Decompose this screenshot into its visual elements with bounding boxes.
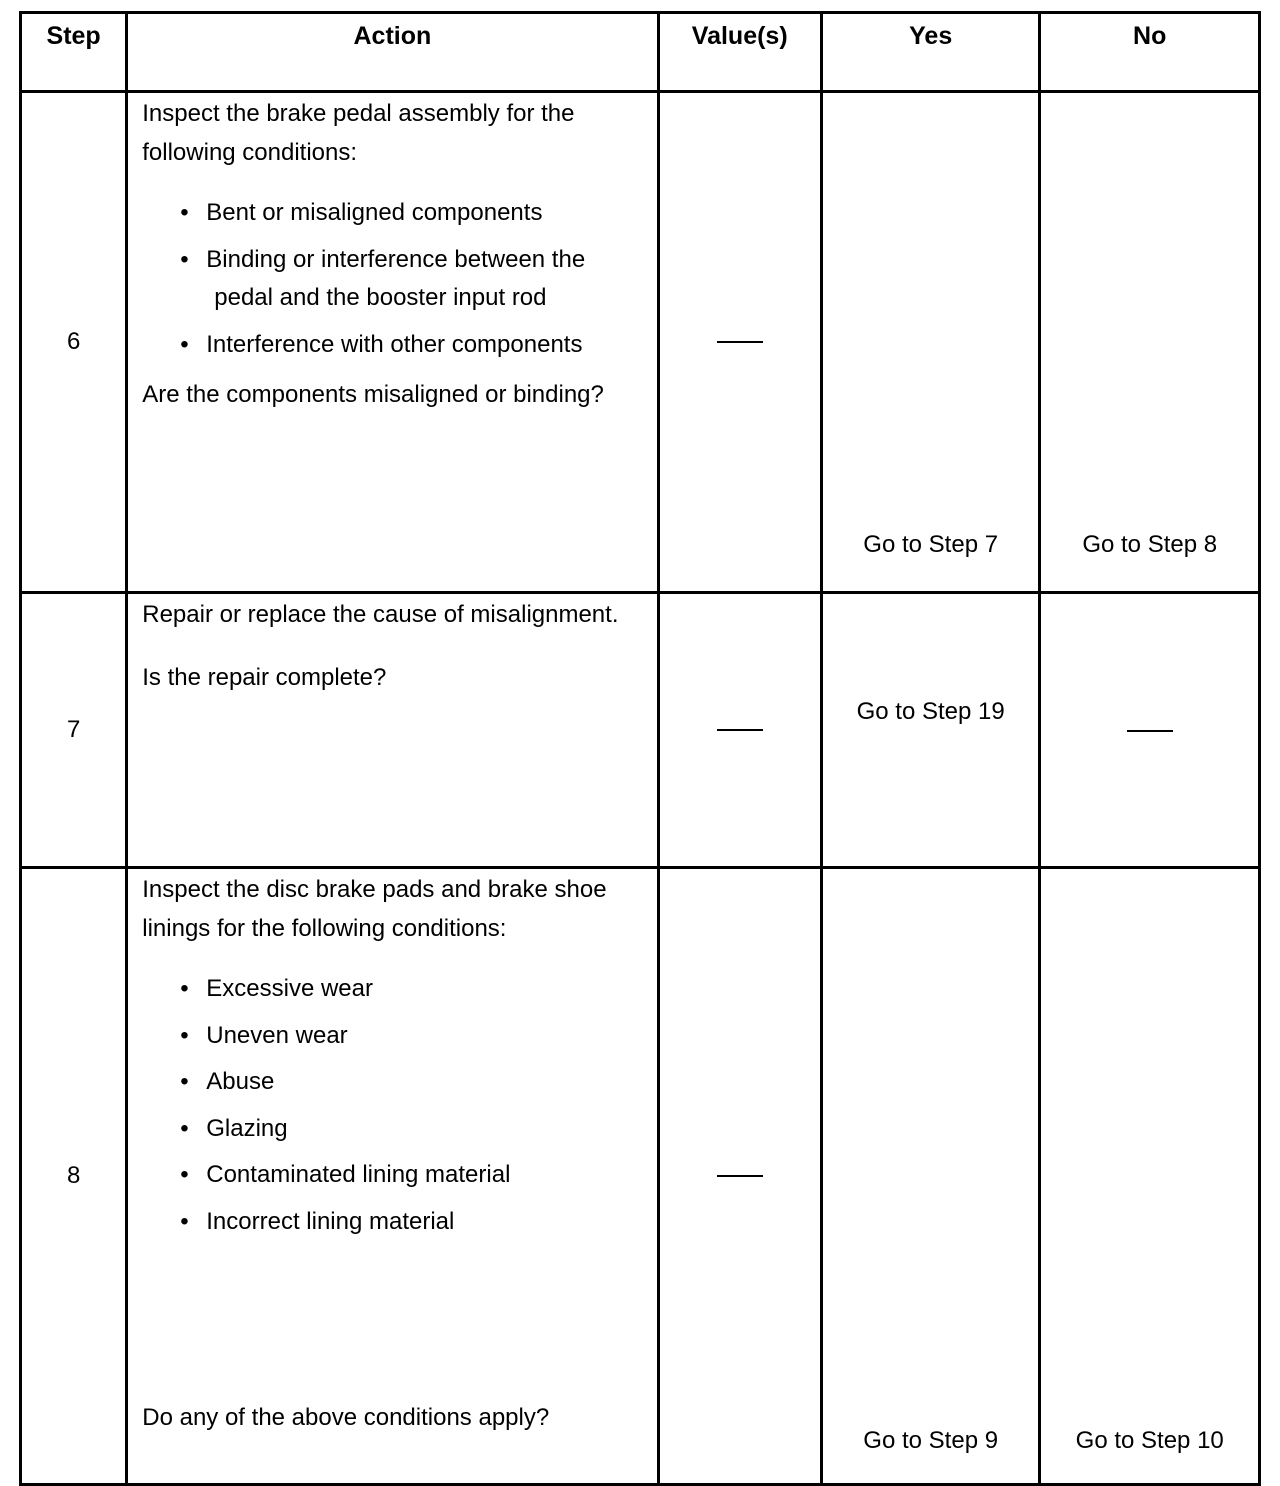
diagnostic-table (19, 11, 1261, 1486)
yes-result: Go to Step 9 (821, 868, 1040, 1485)
list-item: • Contaminated lining material (142, 1156, 646, 1195)
empty-value-dash (717, 729, 763, 731)
action-intro: Inspect the disc brake pads and brake shoe linings for the following conditions: (142, 876, 607, 942)
empty-value-dash (717, 341, 763, 343)
step-number: 7 (21, 593, 127, 868)
step-number: 6 (21, 92, 127, 593)
list-item: • Bent or misaligned components (142, 194, 646, 233)
action-intro: Repair or replace the cause of misalignment. (142, 601, 619, 628)
yes-result: Go to Step 19 (821, 593, 1040, 868)
list-item: • Glazing (142, 1110, 646, 1149)
header-step: Step (21, 13, 127, 92)
action-question: Do any of the above conditions apply? (142, 1404, 550, 1431)
list-item: • Binding or interference between the pedal and the booster input rod (142, 241, 646, 318)
action-cell (127, 92, 658, 593)
list-item: • Incorrect lining material (142, 1203, 646, 1242)
table-row-step-6 (21, 92, 1260, 593)
list-item: • Interference with other components (142, 326, 646, 365)
no-result: Go to Step 10 (1040, 868, 1260, 1485)
values-cell (658, 92, 821, 593)
header-row (21, 13, 1260, 92)
header-yes: Yes (821, 13, 1040, 92)
values-cell (658, 593, 821, 868)
no-result (1040, 593, 1260, 868)
action-question: Is the repair complete? (142, 663, 387, 691)
empty-value-dash (1127, 730, 1173, 732)
empty-value-dash (717, 1175, 763, 1177)
list-item: • Abuse (142, 1063, 646, 1102)
action-question: Are the components misaligned or binding? (142, 381, 604, 408)
table-row-step-7 (21, 593, 1260, 868)
values-cell (658, 868, 821, 1485)
condition-list (142, 194, 646, 364)
header-action: Action (127, 13, 658, 92)
list-item: • Uneven wear (142, 1017, 646, 1056)
header-no: No (1040, 13, 1260, 92)
step-number: 8 (21, 868, 127, 1485)
list-item: • Excessive wear (142, 970, 646, 1009)
yes-result: Go to Step 7 (821, 92, 1040, 593)
action-cell (127, 868, 658, 1485)
condition-list (142, 970, 646, 1241)
table-row-step-8 (21, 868, 1260, 1485)
action-cell (127, 593, 658, 868)
table-header (21, 13, 1260, 92)
action-intro: Inspect the brake pedal assembly for the following conditions: (142, 100, 575, 166)
no-result: Go to Step 8 (1040, 92, 1260, 593)
header-values: Value(s) (658, 13, 821, 92)
